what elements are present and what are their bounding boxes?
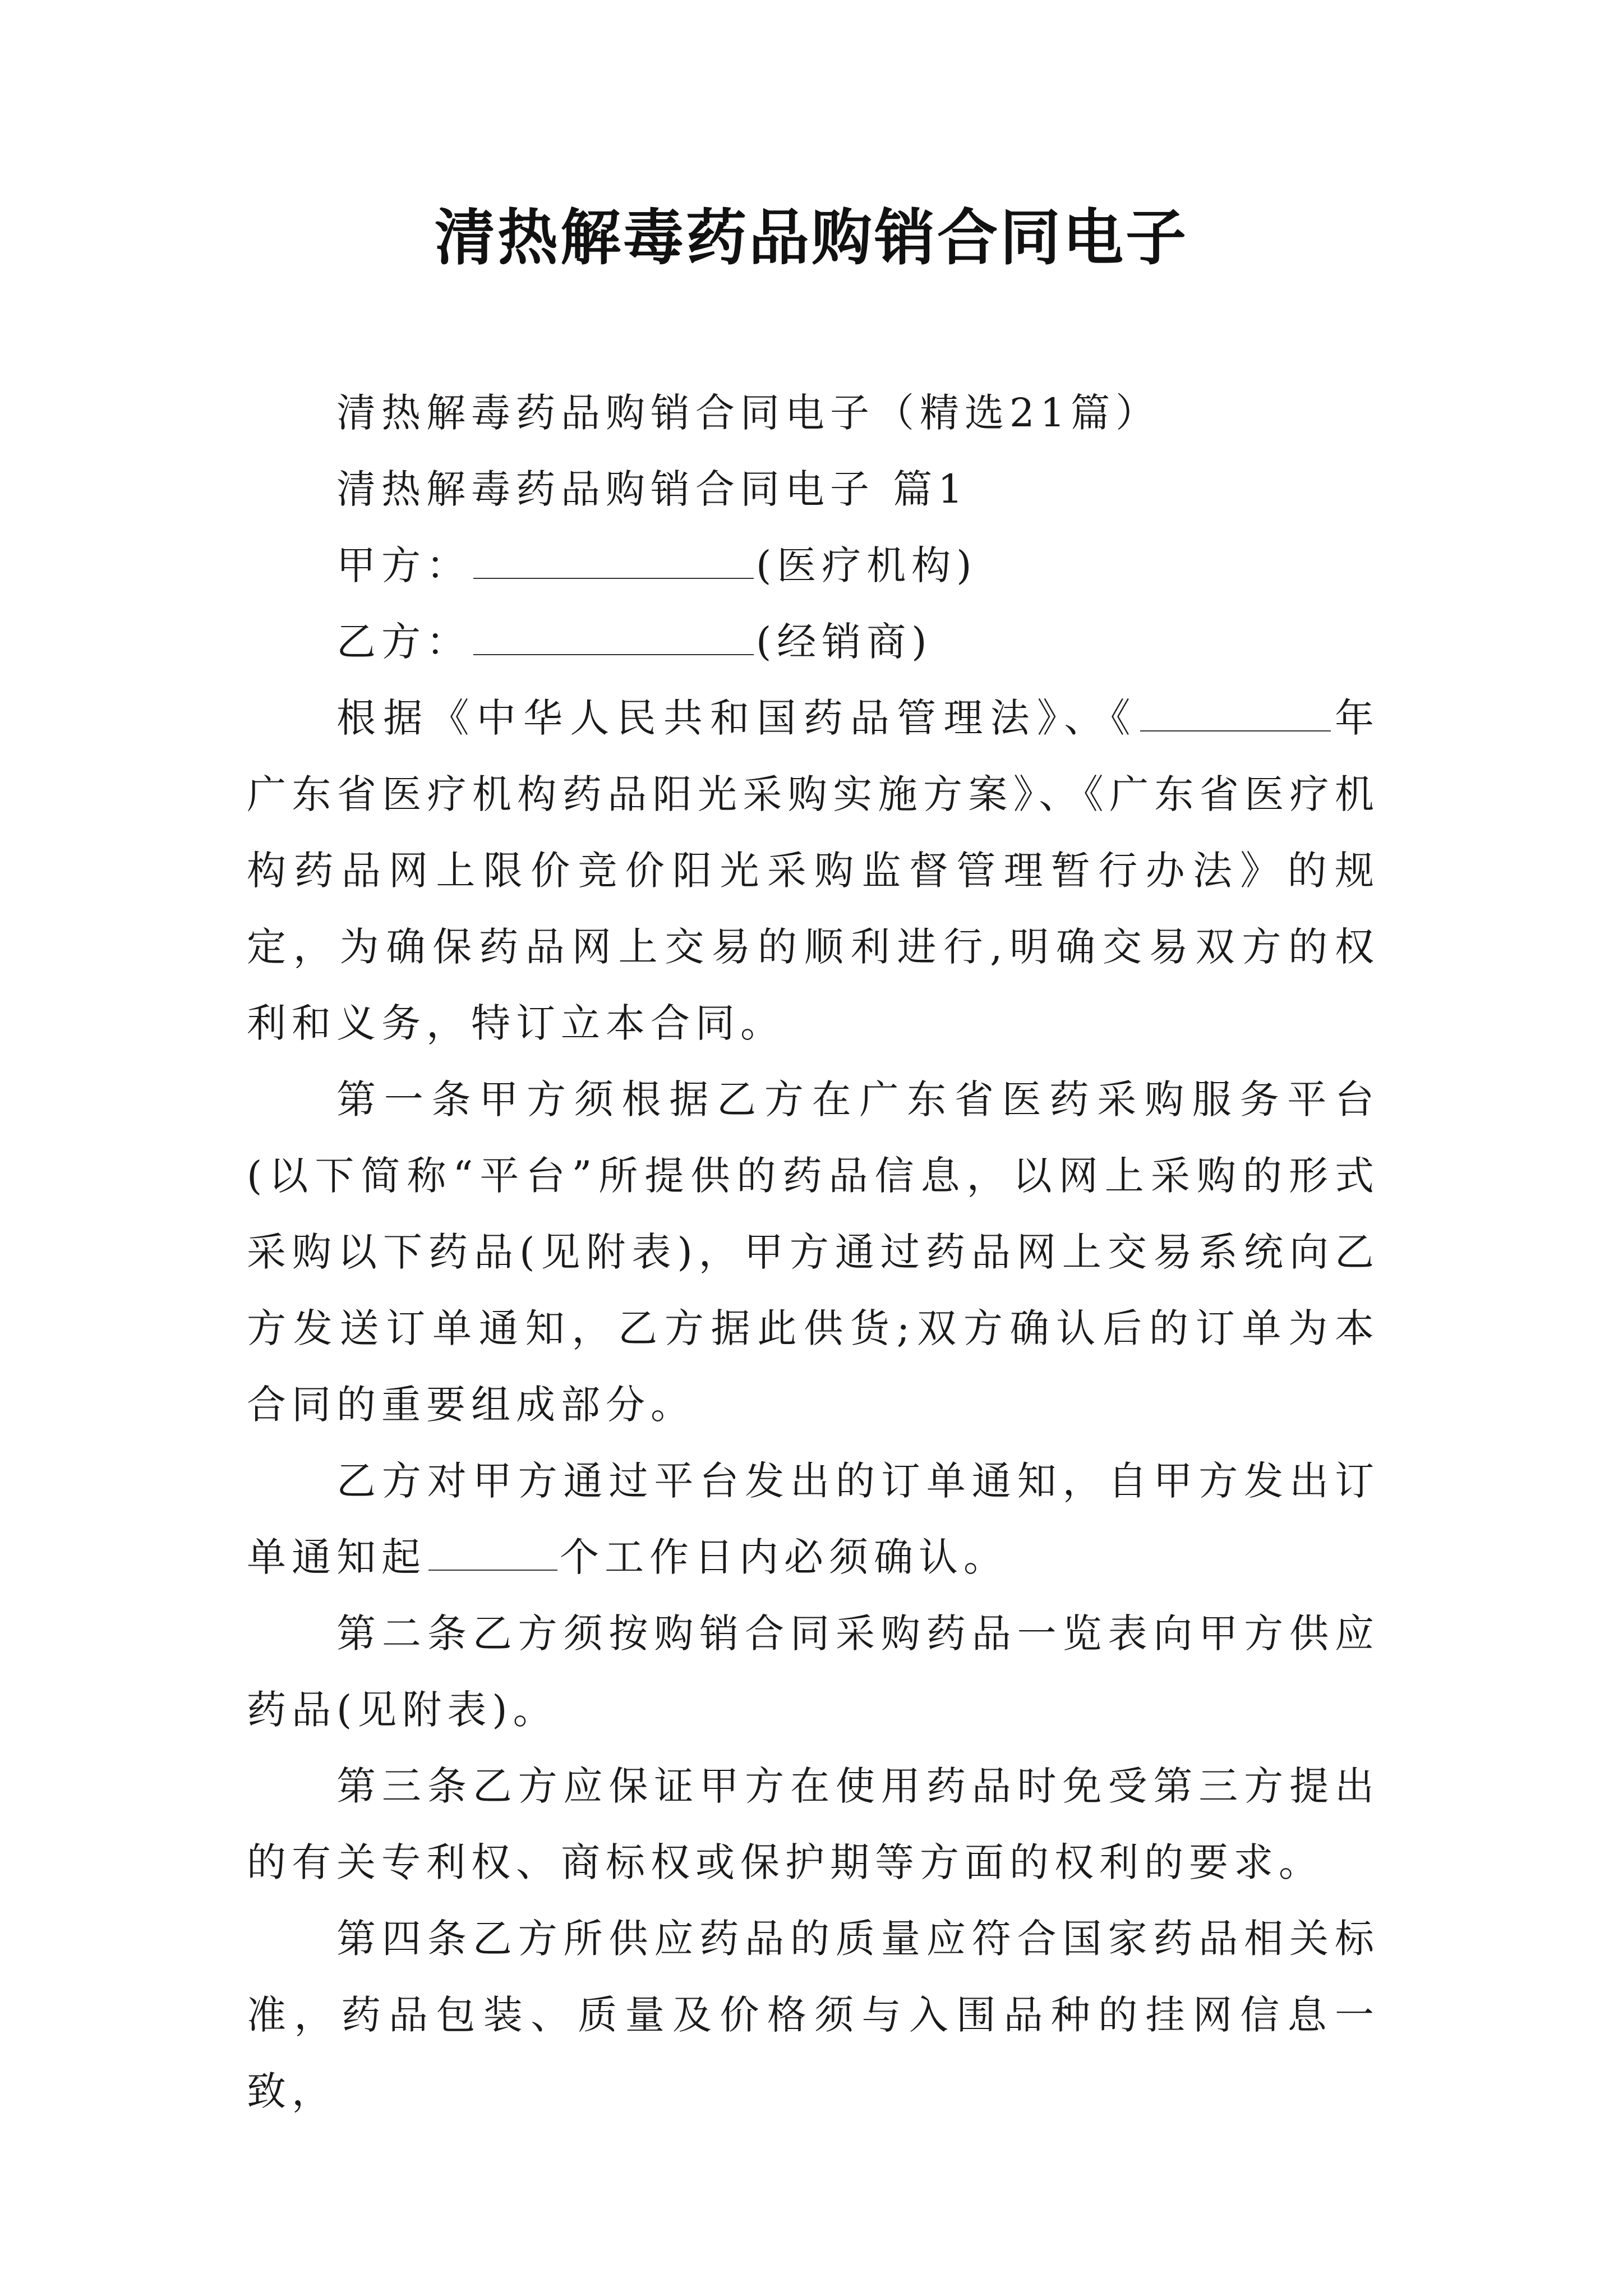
section-heading: 清热解毒药品购销合同电子 篇1	[336, 466, 969, 512]
article-4-paragraph: 第四条乙方所供应药品的质量应符合国家药品相关标准，药品包装、质量及价格须与入围品种的挂网信息一致，	[247, 1916, 1380, 2114]
party-a-note: (医疗机构)	[756, 542, 978, 588]
confirm-paragraph	[247, 1443, 1380, 1595]
document-body	[247, 375, 1380, 2129]
article-1-paragraph: 第一条甲方须根据乙方在广东省医药采购服务平台(以下简称“平台”所提供的药品信息，以网上采购的形式采购以下药品(见附表)，甲方通过药品网上交易系统向乙方发送订单通知，乙方据此供货;双方确认后的订单为本合同的重要组成部分。	[247, 1076, 1380, 1428]
party-b-line	[247, 604, 1380, 680]
intro-paragraph	[247, 680, 1380, 1061]
document-subtitle: 清热解毒药品购销合同电子（精选21篇）	[336, 390, 1161, 436]
document-title: 清热解毒药品购销合同电子	[434, 203, 1188, 273]
party-a-label: 甲方：	[336, 542, 471, 588]
confirm-text-end: 个工作日内必须确认。	[560, 1534, 1008, 1580]
article-2-paragraph: 第二条乙方须按购销合同采购药品一览表向甲方供应药品(见附表)。	[247, 1611, 1380, 1733]
intro-text-start: 根据《中华人民共和国药品管理法》、《	[336, 695, 1138, 741]
party-a-blank	[473, 539, 754, 579]
party-a-line	[247, 527, 1380, 604]
party-b-label: 乙方：	[336, 619, 471, 665]
article-3-paragraph: 第三条乙方应保证甲方在使用药品时免受第三方提出的有关专利权、商标权或保护期等方面的权利的要求。	[247, 1763, 1380, 1885]
workdays-blank	[428, 1530, 557, 1571]
year-blank	[1140, 691, 1331, 731]
confirm-text-start: 乙方对甲方通过平台发出的订单通知，自甲方发出订单通知起	[247, 1458, 1380, 1580]
intro-text-end: 年广东省医疗机构药品阳光采购实施方案》、《广东省医疗机构药品网上限价竞价阳光采购监督管理暂行办法》的规定，为确保药品网上交易的顺利进行,明确交易双方的权利和义务，特订立本合同。	[247, 695, 1380, 1046]
party-b-blank	[473, 615, 754, 655]
party-b-note: (经销商)	[756, 619, 933, 665]
